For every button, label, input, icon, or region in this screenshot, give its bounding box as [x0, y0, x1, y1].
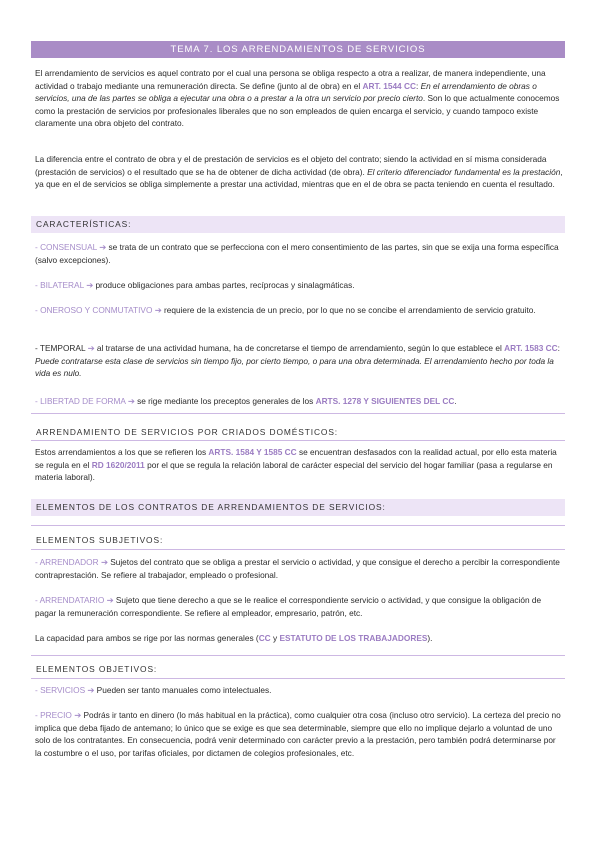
item-text: Podrás ir tanto en dinero (lo más habitual en la práctica), como cualquier otra cosa (incluso otro servicio). La certeza del precio no implica que deba fijado de antemano; lo único que se exige es que sea determinable, siempre que ello no implique dejarlo a voluntad de uno solo de los contratantes. En consecuencia, podrá venir determinado con carácter previo a la prestación, pero también podrá determinarse por la costumbre o el uso, por tarifas oficiales, por dictamen de colegios profesionales, etc.: [35, 710, 561, 758]
list-item-arrendador: [35, 556, 563, 581]
intro-paragraph-1: [35, 67, 563, 130]
arrow-right-icon: ➔: [74, 710, 82, 720]
section-caracteristicas: CARACTERÍSTICAS:: [31, 216, 565, 233]
item-text: requiere de la existencia de un precio, por lo que no se concibe el arrendamiento de servicio gratuito.: [161, 305, 536, 315]
section-divider: [31, 655, 565, 656]
section-divider: [31, 549, 565, 550]
intro-text: , ya que en el de servicios se obliga simplemente a prestar una actividad, mientras que en el de obra se pacta teniendo en cuenta el resultado.: [35, 166, 563, 190]
legal-reference: RD 1620/2011: [91, 459, 145, 470]
document-title: TEMA 7. LOS ARRENDAMIENTOS DE SERVICIOS: [31, 41, 565, 58]
term-label: - ARRENDATARIO: [35, 595, 105, 605]
legal-reference: ARTS. 1278 Y SIGUIENTES DEL CC: [315, 396, 455, 406]
term-label: - TEMPORAL: [35, 343, 86, 353]
arrow-right-icon: ➔: [106, 595, 114, 605]
item-text: Sujeto que tiene derecho a que se le realice el correspondiente servicio o actividad, y que consigue la obligación de pagar la remuneración correspondiente. Se refiere al empleador, empresario, patrón, etc.: [35, 595, 542, 618]
section-divider: [31, 413, 565, 414]
item-text: produce obligaciones para ambas partes, recíprocas y sinalagmáticas.: [93, 280, 355, 290]
arrow-right-icon: ➔: [100, 557, 108, 567]
subsection-elementos-subjetivos: ELEMENTOS SUBJETIVOS:: [36, 535, 164, 545]
term-label: - CONSENSUAL: [35, 242, 97, 252]
intro-text: El arrendamiento de servicios es aquel contrato por el cual una persona se obliga respecto a otra a realizar, de manera independiente, una actividad o trabajo mediante una remuneración directa. Se define (junto al de obra) en el: [35, 68, 546, 91]
arrow-right-icon: ➔: [127, 396, 135, 406]
legal-quote: Puede contratarse esta clase de servicios sin tiempo fijo, por cierto tiempo, o para una obra determinada. El arrendamiento hecho por toda la vida es nulo.: [35, 355, 554, 379]
arrow-right-icon: ➔: [99, 242, 107, 252]
arrow-right-icon: ➔: [154, 305, 162, 315]
paragraph-text: ).: [427, 633, 433, 643]
legal-reference: ARTS. 1584 Y 1585 CC: [208, 447, 297, 457]
legal-reference: ART. 1583 CC: [504, 343, 558, 353]
legal-reference: CC: [258, 633, 271, 643]
list-item-consensual: [35, 241, 563, 266]
term-label: - ONEROSO Y CONMUTATIVO: [35, 305, 153, 315]
section-divider: [31, 440, 565, 441]
item-text: al tratarse de una actividad humana, ha de concretarse el tiempo de arrendamiento, según lo que establece el: [94, 343, 505, 353]
section-criados-domesticos: ARRENDAMIENTO DE SERVICIOS POR CRIADOS DOMÉSTICOS:: [36, 427, 339, 437]
paragraph-text: y: [270, 633, 280, 643]
paragraph-text: por el que se regula la relación laboral de carácter especial del servicio del hogar familiar (pasa a regularse en materia laboral).: [35, 459, 553, 483]
legal-reference: ART. 1544 CC: [362, 80, 416, 91]
arrow-right-icon: ➔: [87, 343, 95, 353]
domesticos-paragraph: [35, 446, 563, 484]
paragraph-text: se encuentran desfasados con la realidad actual, por ello esta materia se regula en el: [35, 447, 557, 470]
term-label: - SERVICIOS: [35, 685, 86, 695]
intro-text: :: [415, 80, 421, 91]
list-item-temporal: [35, 342, 563, 380]
term-label: - BILATERAL: [35, 280, 84, 290]
intro-text: La diferencia entre el contrato de obra y el de prestación de servicios es el objeto del contrato; siendo la actividad en sí misma considerada (prestación de servicios) o el resultado que se ha de obtener de dicha actividad (de obra).: [35, 154, 547, 177]
paragraph-text: Estos arrendamientos a los que se refieren los: [35, 447, 209, 457]
item-text: se trata de un contrato que se perfecciona con el mero consentimiento de las partes, sin que se exija una forma específica (salvo excepciones).: [35, 242, 559, 265]
item-text: :: [557, 343, 560, 353]
term-label: - ARRENDADOR: [35, 557, 99, 567]
list-item-bilateral: [35, 279, 563, 292]
item-text: Pueden ser tanto manuales como intelectuales.: [94, 685, 272, 695]
list-item-precio: [35, 709, 563, 759]
section-divider: [31, 525, 565, 526]
item-text: .: [454, 396, 457, 406]
section-elementos: ELEMENTOS DE LOS CONTRATOS DE ARRENDAMIENTOS DE SERVICIOS:: [31, 499, 565, 516]
capacidad-paragraph: [35, 632, 563, 645]
list-item-servicios: [35, 684, 563, 697]
list-item-arrendatario: [35, 594, 563, 619]
legal-quote: En el arrendamiento de obras o servicios, una de las partes se obliga a ejecutar una obra o a prestar a la otra un servicio por precio cierto: [35, 80, 537, 104]
intro-paragraph-2: [35, 153, 563, 191]
item-text: se rige mediante los preceptos generales de los: [134, 396, 316, 406]
list-item-oneroso: [35, 304, 563, 317]
list-item-libertad-forma: [35, 395, 563, 408]
intro-text: . Son lo que actualmente conocemos como la prestación de servicios por profesionales liberales que no son empleados de quien encarga el servicio, y cuando tampoco existe claramente una obra objeto del contrato.: [35, 93, 560, 129]
term-label: - PRECIO: [35, 710, 72, 720]
arrow-right-icon: ➔: [87, 685, 95, 695]
section-divider: [31, 678, 565, 679]
item-text: Sujetos del contrato que se obliga a prestar el servicio o actividad, y que consigue el derecho a percibir la correspondiente contraprestación. Se refiere al trabajador, empleado o profesional.: [35, 557, 560, 580]
key-criterion: El criterio diferenciador fundamental es la prestación: [367, 166, 561, 177]
paragraph-text: La capacidad para ambos se rige por las normas generales (: [35, 633, 259, 643]
term-label: - LIBERTAD DE FORMA: [35, 396, 126, 406]
legal-reference: ESTATUTO DE LOS TRABAJADORES: [279, 633, 428, 643]
subsection-elementos-objetivos: ELEMENTOS OBJETIVOS:: [36, 664, 158, 674]
arrow-right-icon: ➔: [86, 280, 94, 290]
